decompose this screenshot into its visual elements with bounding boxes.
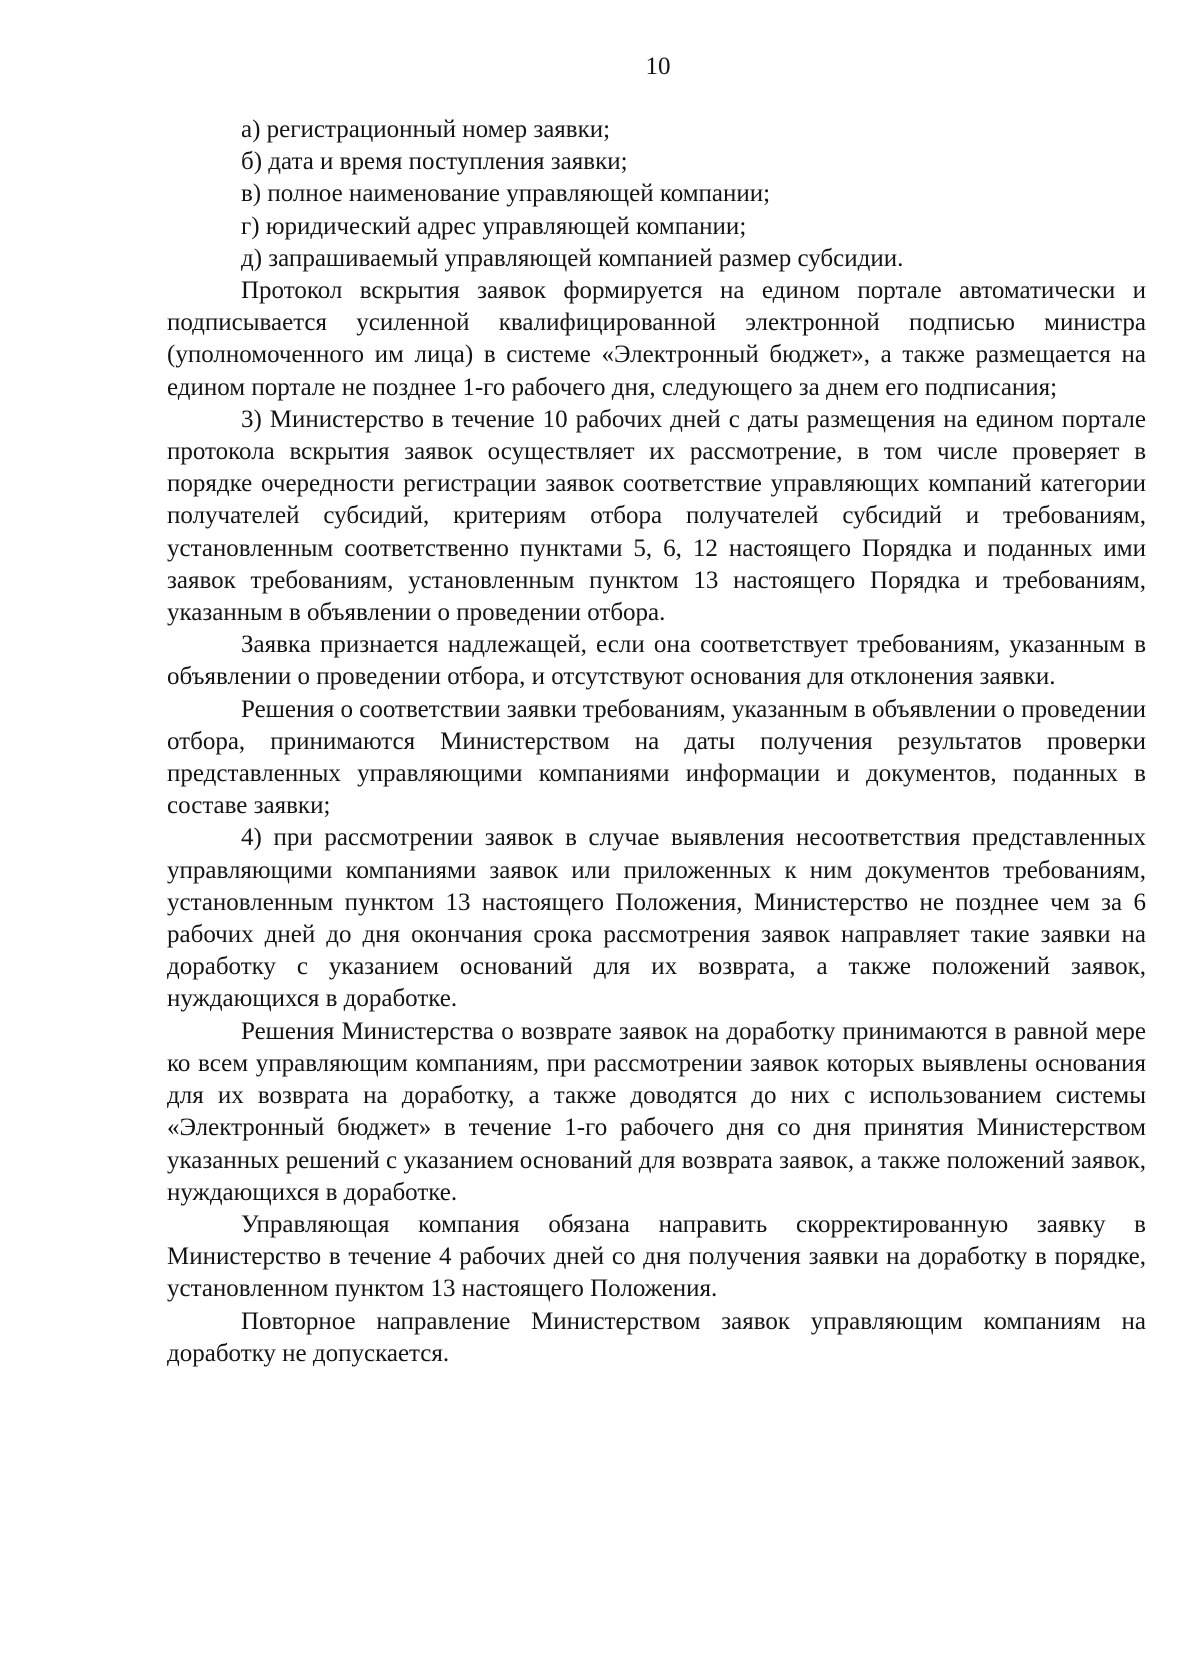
- list-item-legal-address: г) юридический адрес управляющей компании;: [241, 212, 747, 240]
- page-number: 10: [645, 53, 671, 80]
- list-item-subsidy-amount: д) запрашиваемый управляющей компанией размер субсидии.: [241, 244, 904, 272]
- paragraph-opening-protocol: Протокол вскрытия заявок формируется на едином портале автоматически и подписывается усиленной квалифицированной электронной подписью министра (уполномоченного им лица) в системе «Электронный бюджет», а также размещается на едином портале не позднее 1-го рабочего дня, следующего за днем его подписания;: [167, 277, 1146, 401]
- paragraph-item-3-review: 3) Министерство в течение 10 рабочих дней с даты размещения на едином портале протокола вскрытия заявок осуществляет их рассмотрение, в том числе проверяет в порядке очередности регистрации заявок соответствие управляющих компаний категории получателей субсидий, критериям отбора получателей субсидий и требованиям, установленным соответственно пунктами 5, 6, 12 настоящего Порядка и поданных ими заявок требованиям, установленным пунктом 13 настоящего Порядка и требованиям, указанным в объявлении о проведении отбора.: [167, 405, 1146, 627]
- list-item-date-time: б) дата и время поступления заявки;: [241, 148, 628, 176]
- list-item-company-name: в) полное наименование управляющей компании;: [241, 180, 771, 208]
- document-body: [167, 114, 1146, 1370]
- application-fields-list: [167, 114, 1146, 275]
- paragraph-no-repeat-return: Повторное направление Министерством заявок управляющим компаниям на доработку не допускается.: [167, 1307, 1146, 1367]
- paragraph-corrected-application: Управляющая компания обязана направить скорректированную заявку в Министерство в течение 4 рабочих дней со дня получения заявки на доработку в порядке, установленном пунктом 13 настоящего Положения.: [167, 1210, 1146, 1303]
- list-item-registration-number: а) регистрационный номер заявки;: [241, 116, 611, 143]
- paragraph-compliance-decisions: Решения о соответствии заявки требованиям, указанным в объявлении о проведении отбора, принимаются Министерством на даты получения результатов проверки представленных управляющими компаниями информации и документов, поданных в составе заявки;: [167, 695, 1147, 820]
- paragraph-item-4-revision: 4) при рассмотрении заявок в случае выявления несоответствия представленных управляющими компаниями заявок или приложенных к ним документов требованиям, установленным пунктом 13 настоящего Положения, Министерство не позднее чем за 6 рабочих дней до дня окончания срока рассмотрения заявок направляет такие заявки на доработку с указанием оснований для их возврата, а также положений заявок, нуждающихся в доработке.: [167, 824, 1146, 1013]
- paragraph-proper-application: Заявка признается надлежащей, если она соответствует требованиям, указанным в объявлении о проведении отбора, и отсутствуют основания для отклонения заявки.: [167, 631, 1146, 691]
- paragraph-return-decisions: Решения Министерства о возврате заявок на доработку принимаются в равной мере ко всем управляющим компаниям, при рассмотрении заявок которых выявлены основания для их возврата на доработку, а также доводятся до них с использованием системы «Электронный бюджет» в течение 1-го рабочего дня со дня принятия Министерством указанных решений с указанием оснований для возврата заявок, а также положений заявок, нуждающихся в доработке.: [167, 1017, 1146, 1206]
